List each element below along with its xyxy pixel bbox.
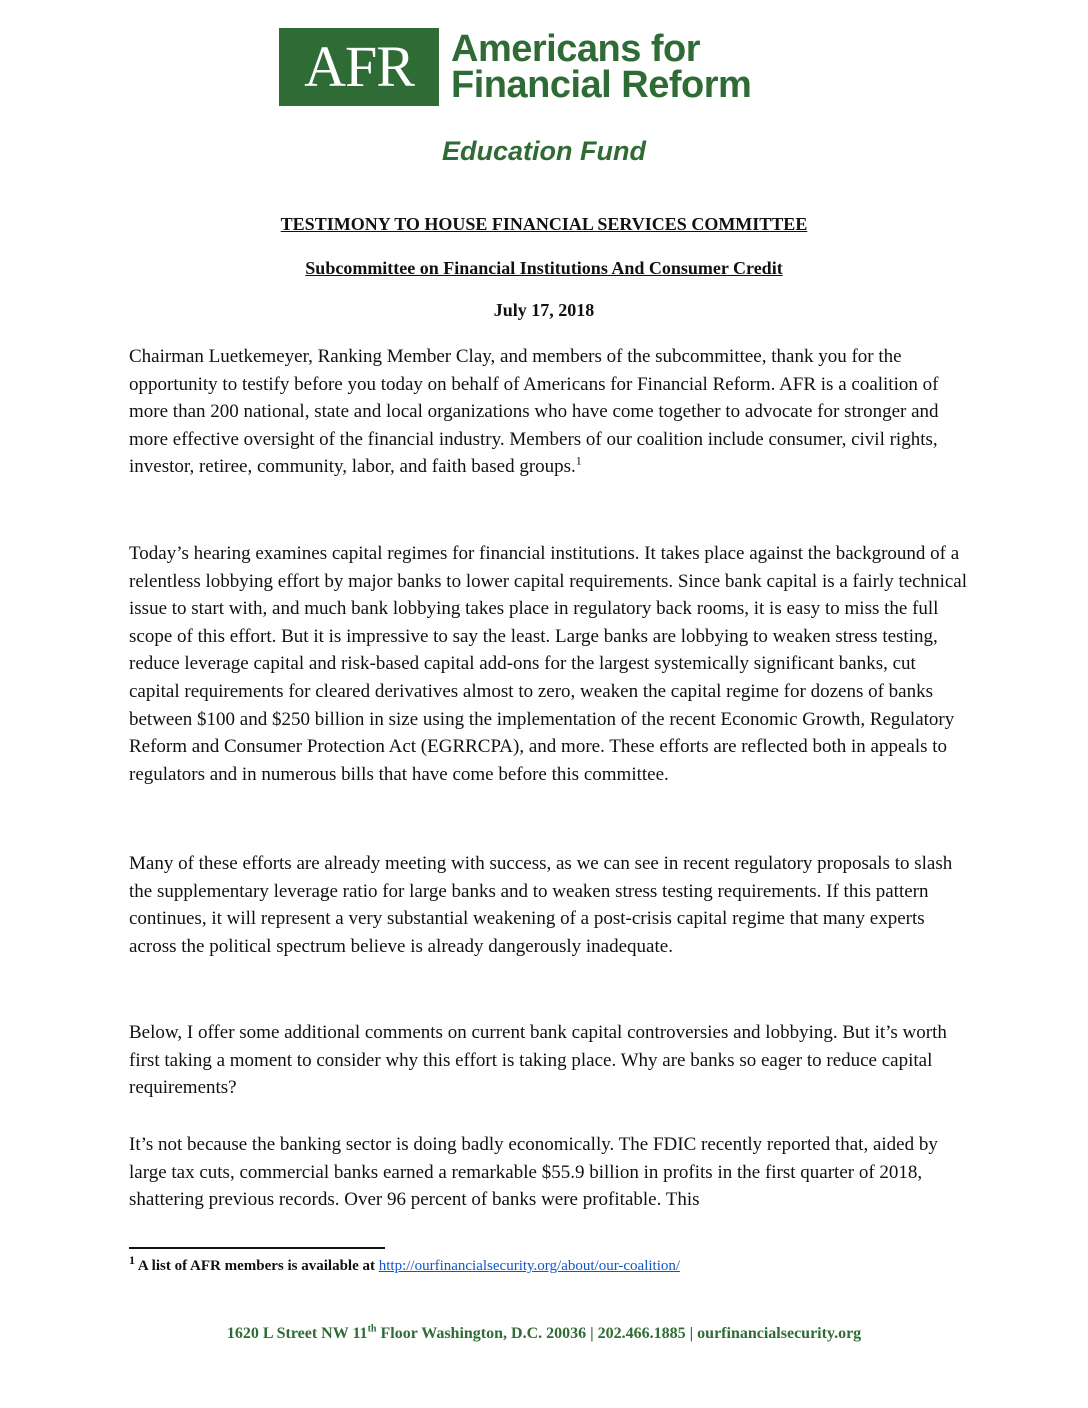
afr-logo	[279, 28, 751, 106]
footnote-divider	[129, 1247, 385, 1249]
page-footer	[0, 1325, 1088, 1343]
paragraph-intro	[129, 343, 969, 481]
date-heading: July 17, 2018	[493, 300, 595, 320]
footnote-number: 1	[129, 1253, 135, 1267]
footnote-ref[interactable]: 1	[575, 454, 582, 469]
logo-organization-name	[451, 28, 752, 106]
footer-address-end: Floor Washington, D.C. 20036 | 202.466.1885 | ourfinancialsecurity.org	[376, 1325, 862, 1342]
footer-address-start: 1620 L Street NW 11	[226, 1325, 368, 1342]
education-fund-subtitle: Education Fund	[442, 136, 646, 166]
footnote-text: A list of AFR members is available at	[135, 1258, 379, 1274]
paragraph-success: Many of these efforts are already meeting with success, as we can see in recent regulatory proposals to slash the supplementary leverage ratio for large banks and to weaken stress testing requirements. If this pattern continues, it will represent a very substantial weakening of a post-crisis capital regime that many experts across the political spectrum believe is already dangerously inadequate.	[129, 853, 953, 957]
logo-name-line-2: Financial Reform	[451, 64, 752, 106]
document-title: TESTIMONY TO HOUSE FINANCIAL SERVICES COMMITTEE	[280, 214, 808, 234]
subcommittee-heading: Subcommittee on Financial Institutions And Consumer Credit	[305, 258, 783, 278]
paragraph-hearing: Today’s hearing examines capital regimes for financial institutions. It takes place against the background of a relentless lobbying effort by major banks to lower capital requirements. Since bank capital is a fairly technical issue to start with, and much bank lobbying takes place in regulatory back rooms, it is easy to miss the full scope of this effort. But it is impressive to say the least. Large banks are lobbying to weaken stress testing, reduce leverage capital and risk-based capital add-ons for the largest systemically significant banks, cut capital requirements for cleared derivatives almost to zero, weaken the capital regime for dozens of banks between $100 and $250 billion in size using the implementation of the recent Economic Growth, Regulatory Reform and Consumer Protection Act (EGRRCPA), and more. These efforts are reflected both in appeals to regulators and in numerous bills that have come before this committee.	[129, 543, 968, 785]
footnote-link[interactable]: http://ourfinancialsecurity.org/about/our-coalition/	[378, 1258, 681, 1274]
footnote	[129, 1253, 681, 1275]
paragraph-below: Below, I offer some additional comments on current bank capital controversies and lobbying. But it’s worth first taking a moment to consider why this effort is taking place. Why are banks so eager to reduce capital requirements?	[129, 1022, 947, 1099]
footer-ordinal: th	[367, 1323, 377, 1335]
paragraph-profits: It’s not because the banking sector is doing badly economically. The FDIC recently reported that, aided by large tax cuts, commercial banks earned a remarkable $55.9 billion in profits in the first quarter of 2018, shattering previous records. Over 96 percent of banks were profitable. This	[129, 1134, 938, 1211]
logo-name-line-1: Americans for	[451, 28, 701, 70]
logo-abbr-box: AFR	[279, 28, 439, 106]
paragraph-intro-text: Chairman Luetkemeyer, Ranking Member Clay, and members of the subcommittee, thank you for the opportunity to testify before you today on behalf of Americans for Financial Reform. AFR is a coalition of more than 200 national, state and local organizations who have come together to advocate for stronger and more effective oversight of the financial industry. Members of our coalition include consumer, civil rights, investor, retiree, community, labor, and faith based groups.	[129, 346, 939, 478]
